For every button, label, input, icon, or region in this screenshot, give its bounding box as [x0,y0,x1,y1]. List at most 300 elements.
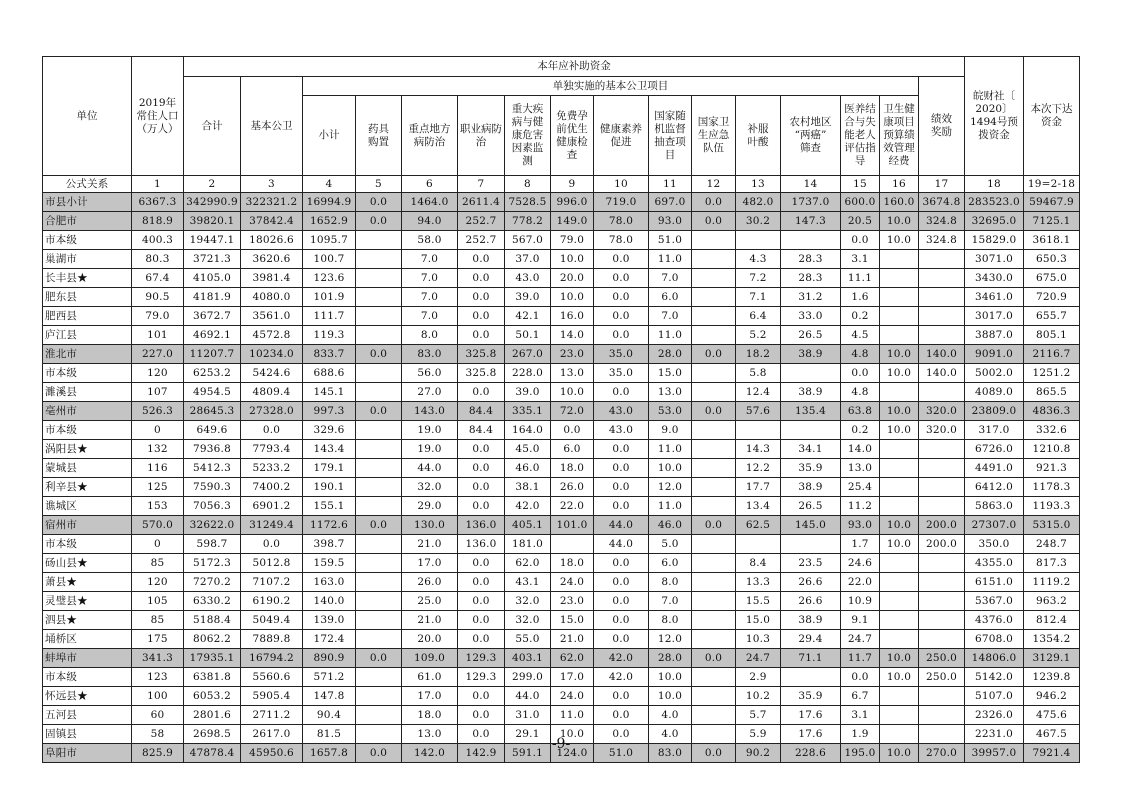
row-unit-name: 利辛县★ [43,478,132,497]
table-cell: 42.0 [594,668,649,687]
table-cell: 39820.1 [184,212,241,231]
table-cell: 13.0 [402,725,458,744]
table-cell: 3.1 [841,706,880,725]
table-cell [356,250,402,269]
table-cell: 26.0 [551,478,594,497]
table-cell: 3620.6 [241,250,303,269]
table-cell: 26.6 [781,573,841,592]
table-cell: 119.3 [303,326,356,345]
row-unit-name: 市本级 [43,535,132,554]
table-cell: 0.0 [692,516,736,535]
table-cell: 13.0 [841,459,880,478]
table-cell: 30.2 [736,212,781,231]
table-row [43,592,1080,611]
table-cell: 7.0 [402,288,458,307]
table-cell: 39.0 [505,383,551,402]
table-cell: 10.0 [880,212,919,231]
col-header-folic: 补服 叶酸 [736,96,781,176]
table-row [43,516,1080,535]
table-cell: 0.0 [458,573,505,592]
table-cell: 78.0 [594,212,649,231]
table-cell: 0.0 [594,459,649,478]
table-cell: 160.0 [880,193,919,212]
table-cell: 7889.8 [241,630,303,649]
table-cell: 172.4 [303,630,356,649]
table-cell: 0.0 [594,440,649,459]
table-cell [919,592,965,611]
table-cell: 44.0 [505,687,551,706]
row-unit-name: 肥东县 [43,288,132,307]
col-header-endemic: 重点地方 病防治 [402,96,458,176]
table-cell [356,573,402,592]
col-header-unit: 单位 [43,57,132,176]
row-unit-name: 灵璧县★ [43,592,132,611]
table-cell: 10.0 [880,744,919,763]
table-cell: 0 [132,421,184,440]
row-unit-name: 泗县★ [43,611,132,630]
table-cell: 31.2 [781,288,841,307]
table-cell: 3672.7 [184,307,241,326]
table-cell [880,326,919,345]
table-cell: 20.0 [402,630,458,649]
table-cell [919,459,965,478]
table-cell [692,307,736,326]
table-cell: 38.9 [781,611,841,630]
table-cell: 600.0 [841,193,880,212]
table-cell: 164.0 [505,421,551,440]
table-cell: 320.0 [919,402,965,421]
table-cell: 142.0 [402,744,458,763]
table-cell: 1178.3 [1024,478,1080,497]
table-cell [356,307,402,326]
table-cell: 4.5 [841,326,880,345]
table-row [43,383,1080,402]
table-cell: 4376.0 [965,611,1024,630]
table-cell: 19.0 [402,421,458,440]
table-cell: 320.0 [919,421,965,440]
table-cell: 818.9 [132,212,184,231]
table-cell: 35.0 [594,364,649,383]
row-unit-name: 怀远县★ [43,687,132,706]
table-cell: 6901.2 [241,497,303,516]
table-cell: 94.0 [402,212,458,231]
table-row [43,687,1080,706]
table-cell: 32622.0 [184,516,241,535]
formula-cell: 15 [841,176,880,193]
table-cell [880,440,919,459]
table-cell: 149.0 [551,212,594,231]
table-cell: 101.9 [303,288,356,307]
table-cell: 270.0 [919,744,965,763]
table-cell: 60 [132,706,184,725]
table-cell [919,554,965,573]
table-cell: 11.7 [841,649,880,668]
table-cell: 0.0 [458,725,505,744]
table-cell: 5560.6 [241,668,303,687]
table-cell: 252.7 [458,231,505,250]
funding-table-sheet [42,56,1079,763]
table-cell: 55.0 [505,630,551,649]
table-cell: 5049.4 [241,611,303,630]
table-cell: 6.7 [841,687,880,706]
table-cell: 3461.0 [965,288,1024,307]
table-cell: 0.0 [356,516,402,535]
table-cell: 23809.0 [965,402,1024,421]
table-cell: 325.8 [458,364,505,383]
table-cell: 101.0 [551,516,594,535]
table-cell: 11.0 [649,497,692,516]
table-cell: 80.3 [132,250,184,269]
table-cell [692,554,736,573]
table-cell: 16.0 [551,307,594,326]
table-cell: 2611.4 [458,193,505,212]
table-cell: 0.0 [458,383,505,402]
table-cell: 5905.4 [241,687,303,706]
table-cell: 136.0 [458,516,505,535]
table-cell: 42.1 [505,307,551,326]
table-cell: 5367.0 [965,592,1024,611]
row-unit-name: 市本级 [43,668,132,687]
table-cell: 0.0 [458,478,505,497]
col-header-major-disease: 重大疾 病与健 康危害 因素监 测 [505,96,551,176]
table-cell: 132 [132,440,184,459]
table-cell: 720.9 [1024,288,1080,307]
row-unit-name: 宿州市 [43,516,132,535]
table-cell: 688.6 [303,364,356,383]
table-cell [356,478,402,497]
table-cell: 7.0 [402,269,458,288]
formula-cell: 14 [781,176,841,193]
table-cell: 11207.7 [184,345,241,364]
table-cell: 22.0 [551,497,594,516]
table-cell: 44.0 [594,516,649,535]
table-cell: 0.0 [356,212,402,231]
col-header-issued: 本次下达 资金 [1024,57,1080,176]
table-cell: 4105.0 [184,269,241,288]
table-cell: 5.9 [736,725,781,744]
table-cell: 140.0 [919,345,965,364]
table-cell: 25.0 [402,592,458,611]
row-unit-name: 亳州市 [43,402,132,421]
table-cell: 921.3 [1024,459,1080,478]
table-cell: 7936.8 [184,440,241,459]
row-unit-name: 萧县★ [43,573,132,592]
table-cell: 85 [132,554,184,573]
table-cell: 37.0 [505,250,551,269]
table-cell: 5188.4 [184,611,241,630]
table-cell: 4181.9 [184,288,241,307]
table-cell: 15.0 [736,611,781,630]
table-cell [356,326,402,345]
table-cell: 7125.1 [1024,212,1080,231]
formula-cell: 8 [505,176,551,193]
table-cell: 1210.8 [1024,440,1080,459]
table-cell: 58.0 [402,231,458,250]
table-cell: 1.9 [841,725,880,744]
table-cell [356,668,402,687]
table-cell: 10.0 [880,516,919,535]
table-cell: 14806.0 [965,649,1024,668]
row-unit-name: 市本级 [43,231,132,250]
table-cell [880,478,919,497]
table-cell [356,706,402,725]
table-cell: 109.0 [402,649,458,668]
formula-cell: 11 [649,176,692,193]
table-row [43,440,1080,459]
table-cell: 7056.3 [184,497,241,516]
table-cell: 324.8 [919,231,965,250]
table-cell: 84.4 [458,402,505,421]
table-cell: 33.0 [781,307,841,326]
table-cell: 0.0 [594,250,649,269]
table-cell: 79.0 [551,231,594,250]
table-cell: 228.6 [781,744,841,763]
table-cell: 21.0 [551,630,594,649]
table-row [43,497,1080,516]
table-cell: 0.0 [356,193,402,212]
table-cell: 332.6 [1024,421,1080,440]
table-cell: 45.0 [505,440,551,459]
table-cell: 1172.6 [303,516,356,535]
table-cell: 299.0 [505,668,551,687]
table-cell: 4089.0 [965,383,1024,402]
table-cell: 1657.8 [303,744,356,763]
formula-cell: 16 [880,176,919,193]
table-cell [880,573,919,592]
table-cell: 1354.2 [1024,630,1080,649]
table-cell: 18026.6 [241,231,303,250]
table-cell: 18.0 [551,459,594,478]
table-cell: 12.2 [736,459,781,478]
table-cell: 0.0 [692,345,736,364]
table-cell: 7.0 [402,250,458,269]
table-cell: 329.6 [303,421,356,440]
table-cell: 101 [132,326,184,345]
table-cell: 890.9 [303,649,356,668]
table-cell: 0.0 [551,421,594,440]
table-cell [692,706,736,725]
table-cell: 7793.4 [241,440,303,459]
table-cell: 78.0 [594,231,649,250]
group-header-separate-projects: 单独实施的基本公卫项目 [303,77,919,96]
table-cell: 43.0 [505,269,551,288]
table-cell: 3981.4 [241,269,303,288]
table-cell: 3721.3 [184,250,241,269]
table-cell [919,573,965,592]
table-cell: 15.0 [649,364,692,383]
table-cell: 5142.0 [965,668,1024,687]
table-cell [356,383,402,402]
table-row [43,288,1080,307]
table-cell: 4572.8 [241,326,303,345]
table-cell: 124.0 [551,744,594,763]
table-cell: 1095.7 [303,231,356,250]
table-cell: 467.5 [1024,725,1080,744]
table-cell: 0.0 [458,459,505,478]
table-row [43,573,1080,592]
table-cell: 81.5 [303,725,356,744]
table-cell: 140.0 [919,364,965,383]
table-cell: 0.0 [594,497,649,516]
table-cell [356,231,402,250]
table-cell: 283523.0 [965,193,1024,212]
table-cell: 0.0 [356,744,402,763]
table-cell [880,497,919,516]
row-unit-name: 谯城区 [43,497,132,516]
table-cell: 83.0 [402,345,458,364]
table-cell: 15829.0 [965,231,1024,250]
table-cell: 0.0 [692,212,736,231]
table-cell: 38.1 [505,478,551,497]
table-cell: 398.7 [303,535,356,554]
table-cell: 6.0 [649,288,692,307]
table-cell [919,250,965,269]
table-cell: 11.1 [841,269,880,288]
table-cell: 0.0 [458,326,505,345]
table-cell: 28.3 [781,250,841,269]
table-cell [692,250,736,269]
formula-cell: 19=2-18 [1024,176,1080,193]
table-cell: 42.0 [505,497,551,516]
table-cell [692,231,736,250]
table-cell: 13.4 [736,497,781,516]
formula-cell: 13 [736,176,781,193]
table-cell: 26.5 [781,497,841,516]
table-row [43,250,1080,269]
table-cell: 23.5 [781,554,841,573]
table-cell: 45950.6 [241,744,303,763]
row-unit-name: 五河县 [43,706,132,725]
table-cell: 19447.1 [184,231,241,250]
table-cell: 250.0 [919,668,965,687]
table-cell: 8.0 [402,326,458,345]
table-cell: 20.0 [551,269,594,288]
table-cell: 6330.2 [184,592,241,611]
table-cell: 93.0 [649,212,692,231]
table-cell: 10.0 [551,288,594,307]
table-cell: 403.1 [505,649,551,668]
table-cell: 1.6 [841,288,880,307]
table-cell: 24.7 [736,649,781,668]
table-cell: 655.7 [1024,307,1080,326]
table-cell [880,706,919,725]
table-cell: 120 [132,364,184,383]
table-cell [356,592,402,611]
table-cell: 719.0 [594,193,649,212]
table-cell: 6151.0 [965,573,1024,592]
table-cell [551,535,594,554]
table-cell: 649.6 [184,421,241,440]
table-cell: 90.4 [303,706,356,725]
row-unit-name: 阜阳市 [43,744,132,763]
table-cell: 44.0 [402,459,458,478]
table-cell: 7400.2 [241,478,303,497]
table-cell: 50.1 [505,326,551,345]
table-cell: 4.8 [841,345,880,364]
table-cell: 147.3 [781,212,841,231]
table-cell: 34.1 [781,440,841,459]
table-cell: 267.0 [505,345,551,364]
table-cell: 817.3 [1024,554,1080,573]
table-cell: 0.0 [594,573,649,592]
table-cell: 5.7 [736,706,781,725]
col-header-occupational: 职业病防 治 [458,96,505,176]
table-cell: 25.4 [841,478,880,497]
table-cell: 32.0 [505,611,551,630]
table-cell: 143.4 [303,440,356,459]
table-cell [356,364,402,383]
table-cell [692,326,736,345]
table-cell: 21.0 [402,535,458,554]
table-cell [356,440,402,459]
table-cell: 0.0 [458,554,505,573]
table-cell: 147.8 [303,687,356,706]
table-cell: 0.0 [594,307,649,326]
table-cell [692,478,736,497]
table-cell: 0.0 [594,554,649,573]
table-cell: 228.0 [505,364,551,383]
table-cell: 5863.0 [965,497,1024,516]
table-cell: 10.0 [880,231,919,250]
table-cell: 17935.1 [184,649,241,668]
table-cell: 0.0 [458,630,505,649]
table-cell: 10.0 [880,649,919,668]
table-cell: 963.2 [1024,592,1080,611]
table-cell: 0.0 [594,611,649,630]
table-cell: 805.1 [1024,326,1080,345]
table-cell: 0.0 [356,402,402,421]
table-cell: 15.0 [551,611,594,630]
formula-cell: 7 [458,176,505,193]
table-cell: 2801.6 [184,706,241,725]
table-cell [692,573,736,592]
table-cell: 14.3 [736,440,781,459]
table-cell: 0.0 [458,288,505,307]
table-row [43,231,1080,250]
col-header-prenatal: 免费孕 前优生 健康检 查 [551,96,594,176]
table-cell: 10.0 [880,421,919,440]
col-header-subtotal: 小计 [303,96,356,176]
table-cell: 250.0 [919,649,965,668]
table-cell: 4809.4 [241,383,303,402]
table-cell: 14.0 [841,440,880,459]
table-cell: 7921.4 [1024,744,1080,763]
table-cell: 24.6 [841,554,880,573]
table-cell: 0.0 [458,497,505,516]
col-header-emergency: 国家卫 生应急 队伍 [692,96,736,176]
table-cell: 83.0 [649,744,692,763]
table-cell: 135.4 [781,402,841,421]
table-cell: 29.1 [505,725,551,744]
table-cell: 13.0 [551,364,594,383]
table-cell: 5172.3 [184,554,241,573]
table-cell: 53.0 [649,402,692,421]
table-cell: 4491.0 [965,459,1024,478]
table-cell [919,269,965,288]
table-cell: 51.0 [594,744,649,763]
table-cell: 47878.4 [184,744,241,763]
table-cell: 3.1 [841,250,880,269]
table-cell: 946.2 [1024,687,1080,706]
table-cell: 23.0 [551,592,594,611]
table-cell [880,269,919,288]
table-cell: 22.0 [841,573,880,592]
table-cell: 526.3 [132,402,184,421]
table-row [43,649,1080,668]
table-row [43,668,1080,687]
table-cell: 5002.0 [965,364,1024,383]
table-cell: 179.1 [303,459,356,478]
